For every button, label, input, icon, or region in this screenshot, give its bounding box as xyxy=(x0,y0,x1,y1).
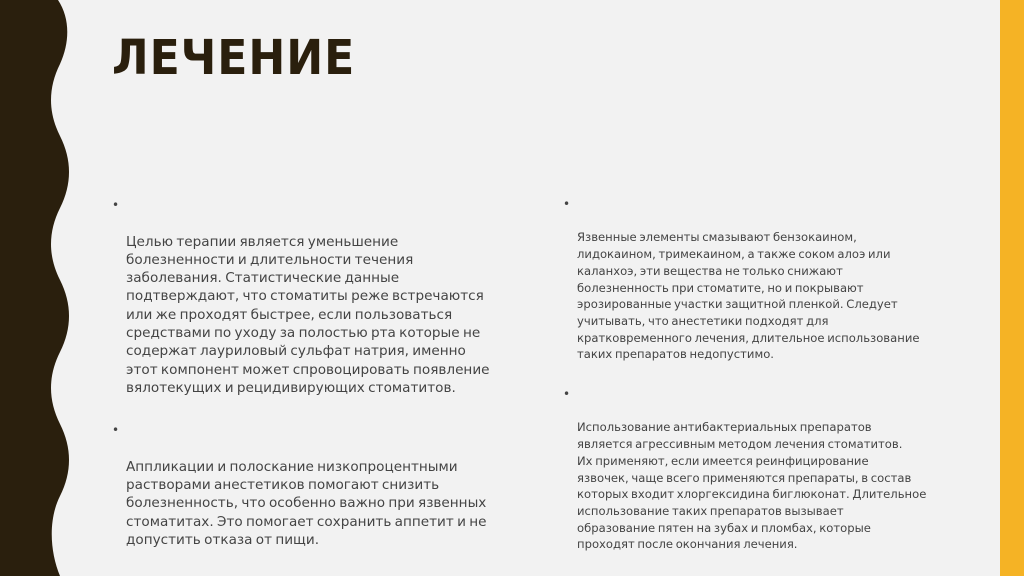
bullet-text: Язвенные элементы смазывают бензокаином, лидокаином, тримекаином, а также соком алоэ или каланхоэ, эти вещества не только снижают болезненность при стоматите, но и покрывают эрозированные участки защитной пленкой. Следует учитывать, что анестетики подходят для кратковременного лечения, длительное использование таких препаратов недопустимо. xyxy=(577,230,920,362)
bullet-text: Использование антибактериальных препаратов является агрессивным методом лечения стоматитов. Их применяют, если имеется реинфицирование язвочек, чаще всего применяются препараты, в состав которых входит хлоргексидина биглюконат. Длительное использование таких препаратов вызывает образование пятен на зубах и пломбах, которые проходят после окончания лечения. xyxy=(577,420,927,552)
bullet-item xyxy=(112,196,504,397)
bullet-item xyxy=(563,386,963,553)
bullet-marker: • xyxy=(112,423,120,438)
bullet-text: Аппликации и полоскание низкопроцентными растворами анестетиков помогают снизить болезненность, что особенно важно при язвенных стоматитах. Это помогает сохранить аппетит и не допустить отказа от пищи. xyxy=(126,458,487,549)
bullet-marker: • xyxy=(112,198,120,212)
decorative-wave-border xyxy=(0,0,80,576)
bullet-item xyxy=(563,196,963,363)
bullet-marker: • xyxy=(563,197,571,211)
bullet-item xyxy=(112,421,504,549)
slide-title: ЛЕЧЕНИЕ xyxy=(112,30,356,86)
right-column xyxy=(563,196,963,576)
left-column xyxy=(112,196,504,573)
bullet-text: Целью терапии является уменьшение болезненности и длительности течения заболевания. Статистические данные подтверждают, что стоматиты реже встречаются или же проходят быстрее, если пользоваться средствами по уходу за полостью рта которые не содержат лауриловый сульфат натрия, именно этот компонент может спровоцировать появление вялотекущих и рецидивирующих стоматитов. xyxy=(126,233,490,396)
bullet-marker: • xyxy=(563,387,571,402)
accent-bar xyxy=(1000,0,1024,576)
